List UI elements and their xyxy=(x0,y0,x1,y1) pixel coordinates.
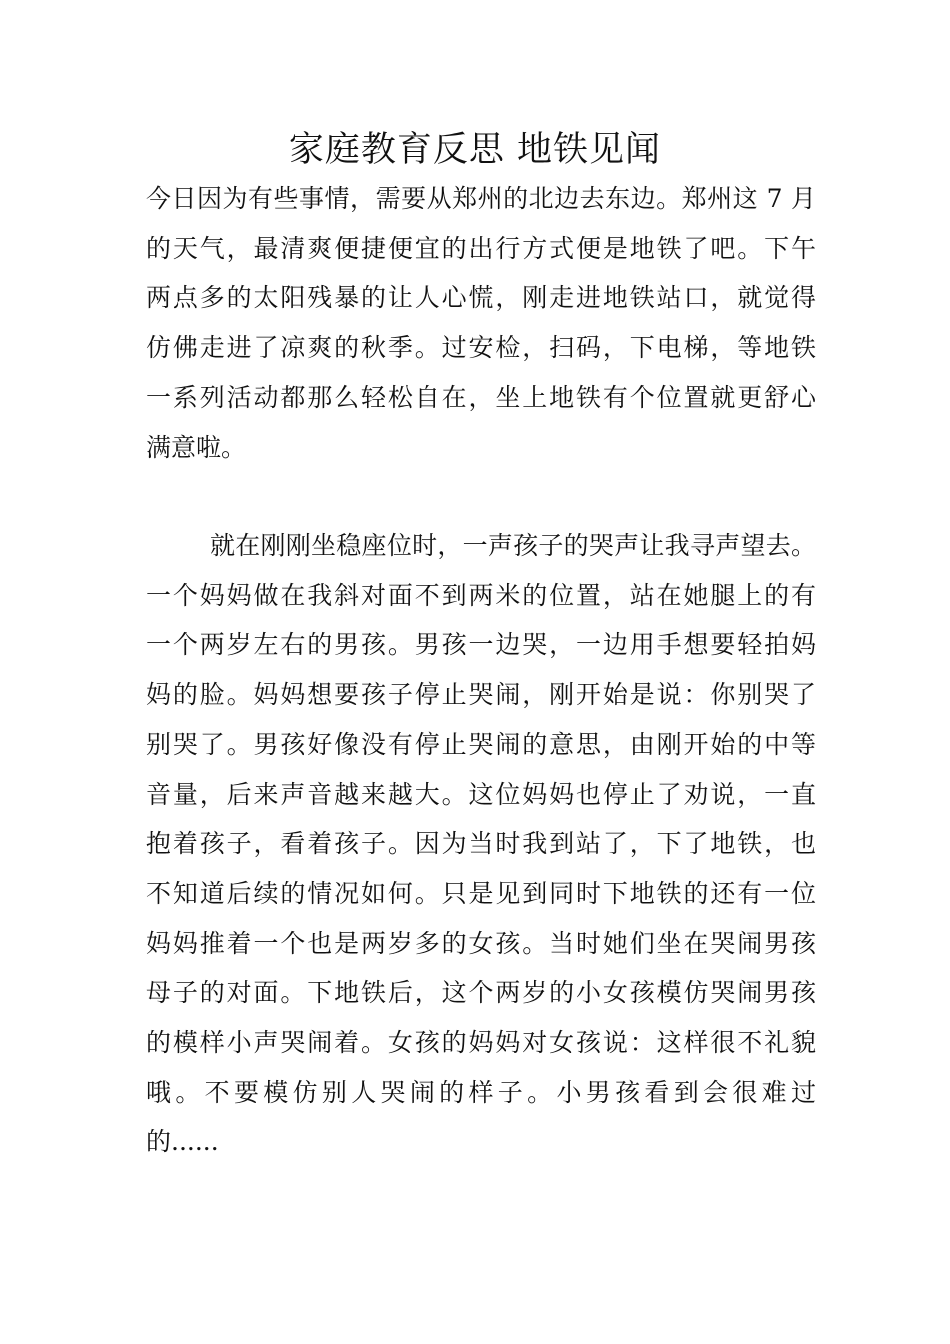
paragraph-line: 母子的对面。下地铁后，这个两岁的小女孩模仿哭闹男孩 xyxy=(146,978,816,1008)
paragraph-line: 的...... xyxy=(146,1127,219,1157)
paragraph-line: 妈的脸。妈妈想要孩子停止哭闹，刚开始是说：你别哭了 xyxy=(146,680,816,710)
paragraph-line: 一系列活动都那么轻松自在，坐上地铁有个位置就更舒心 xyxy=(146,382,816,412)
paragraph-line: 的模样小声哭闹着。女孩的妈妈对女孩说：这样很不礼貌 xyxy=(146,1028,816,1058)
paragraph-line: 不知道后续的情况如何。只是见到同时下地铁的还有一位 xyxy=(146,878,816,908)
paragraph-line: 别哭了。男孩好像没有停止哭闹的意思，由刚开始的中等 xyxy=(146,729,816,759)
paragraph-line: 仿佛走进了凉爽的秋季。过安检，扫码，下电梯，等地铁 xyxy=(146,333,816,363)
paragraph-line: 两点多的太阳残暴的让人心慌，刚走进地铁站口，就觉得 xyxy=(146,283,816,313)
paragraph-line: 今日因为有些事情，需要从郑州的北边去东边。郑州这 7 月 xyxy=(146,184,816,213)
paragraph-line: 一个两岁左右的男孩。男孩一边哭，一边用手想要轻拍妈 xyxy=(146,630,816,660)
paragraph-2 xyxy=(146,521,816,1167)
paragraph-line: 音量，后来声音越来越大。这位妈妈也停止了劝说，一直 xyxy=(146,779,816,809)
paragraph-1 xyxy=(146,174,816,472)
paragraph-line: 就在刚刚坐稳座位时，一声孩子的哭声让我寻声望去。 xyxy=(210,531,816,560)
paragraph-line: 抱着孩子，看着孩子。因为当时我到站了，下了地铁，也 xyxy=(146,829,816,859)
paragraph-line: 一个妈妈做在我斜对面不到两米的位置，站在她腿上的有 xyxy=(146,580,816,610)
paragraph-line: 的天气，最清爽便捷便宜的出行方式便是地铁了吧。下午 xyxy=(146,233,816,263)
paragraph-line: 满意啦。 xyxy=(146,432,247,462)
document-title: 家庭教育反思 地铁见闻 xyxy=(288,130,662,170)
paragraph-line: 哦。不要模仿别人哭闹的样子。小男孩看到会很难过 xyxy=(146,1077,816,1107)
paragraph-line: 妈妈推着一个也是两岁多的女孩。当时她们坐在哭闹男孩 xyxy=(146,928,816,958)
